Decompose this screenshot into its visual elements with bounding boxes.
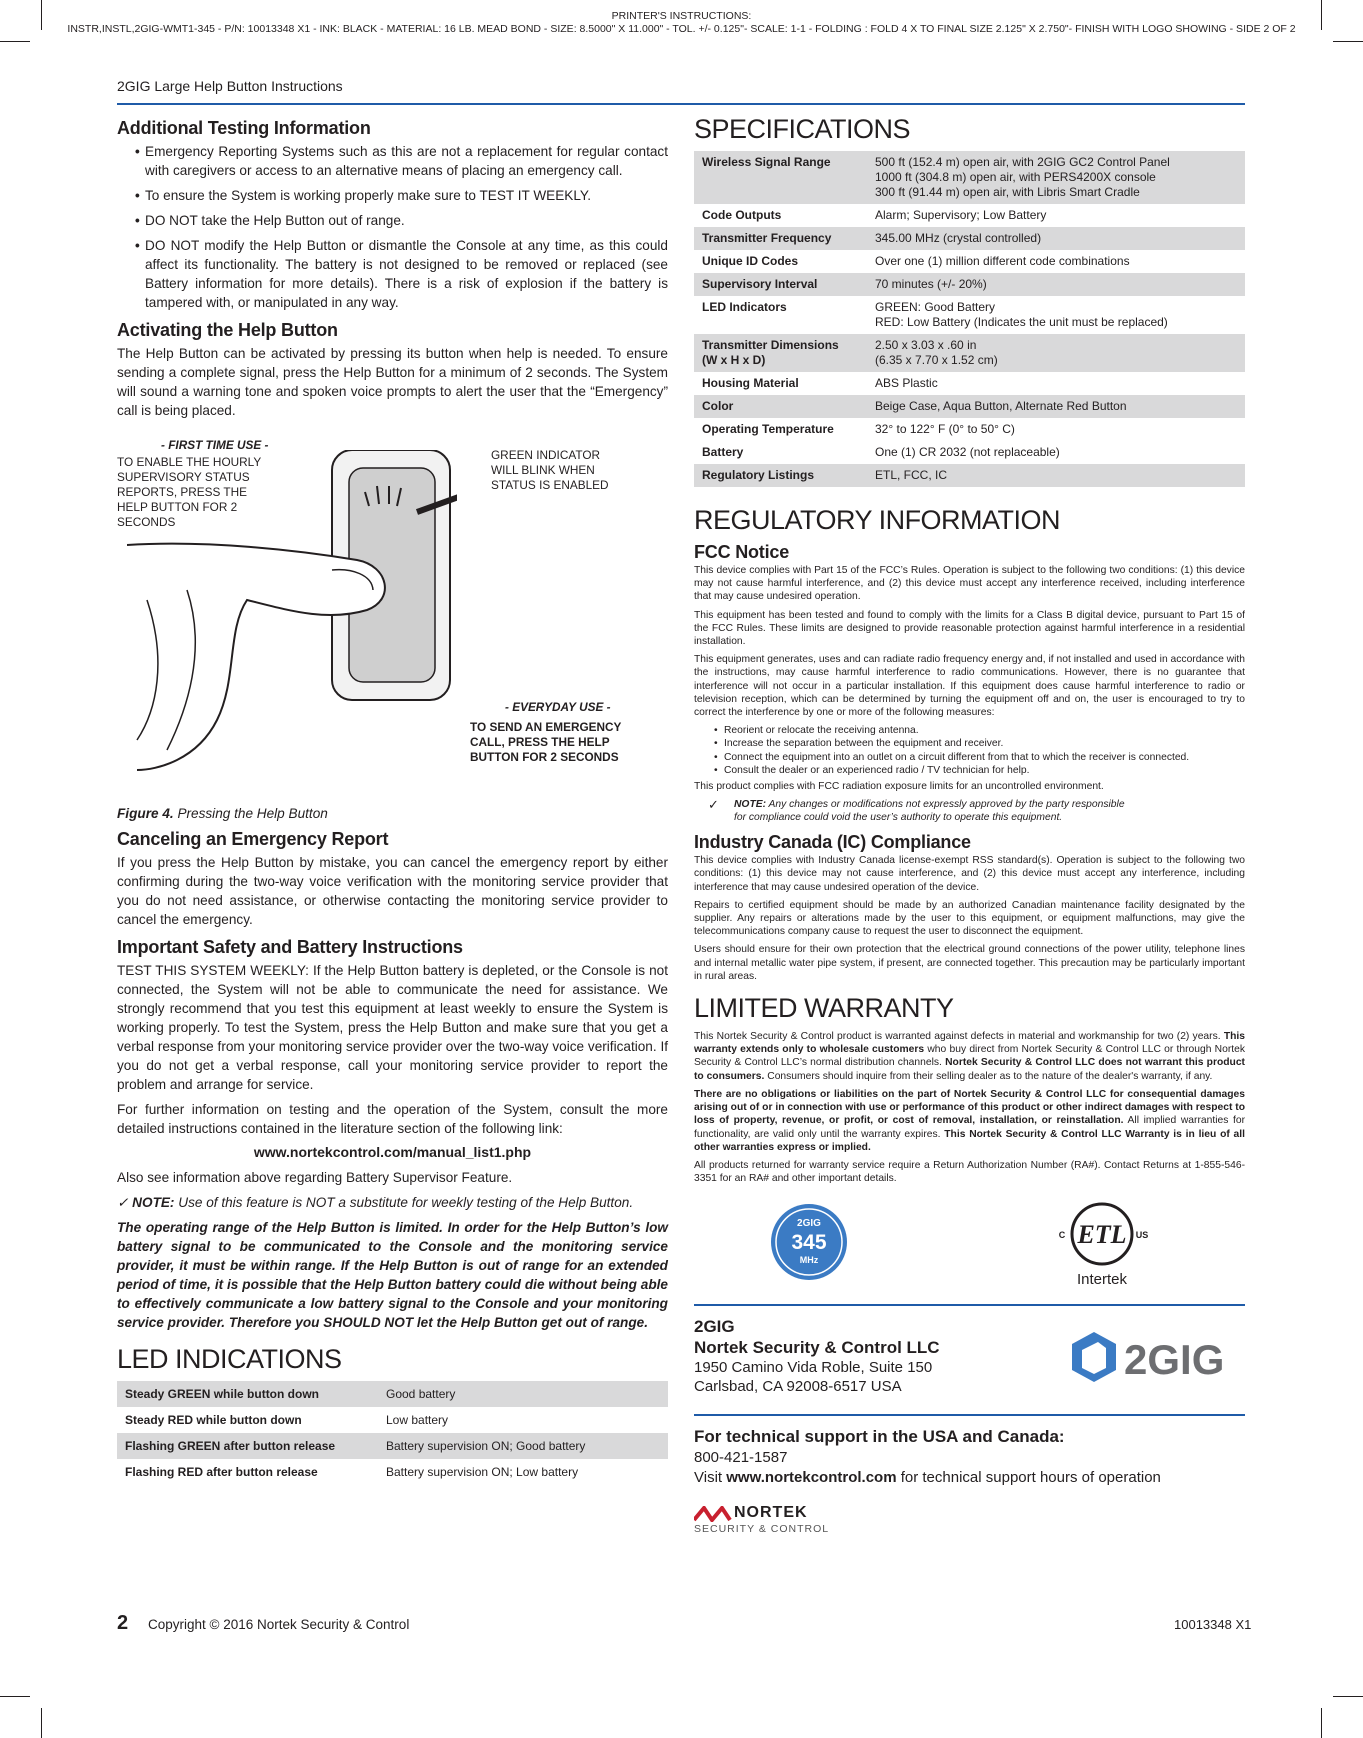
page-header: 2GIG Large Help Button Instructions (117, 78, 343, 94)
nortek-logo (694, 1504, 1245, 1544)
support-title: For technical support in the USA and Canada: (694, 1427, 1065, 1447)
table-row (694, 334, 1245, 372)
canceling-text: If you press the Help Button by mistake, you can cancel the emergency report by either confirming during the two-way voice verification with the monitoring service provider that you do not need assistance, or otherwise contacting the monitoring service provider to cancel the emergency. (117, 855, 668, 927)
spec-key-line: (W x H x D) (702, 353, 766, 367)
list-item: • Connect the equipment into an outlet on a circuit different from that to which the receiver is connected. (724, 751, 1245, 764)
2gig-logo (1064, 1324, 1239, 1388)
fcc-measures (694, 724, 1245, 777)
safety-p1: TEST THIS SYSTEM WEEKLY: If the Help Button battery is depleted, or the Console is not connected, the System will not be able to communicate the need for assistance. We strongly recommend that you test this equipment at least weekly to ensure the System is working properly. To test the System, press the Help Button and make sure that you get a verbal response from your monitoring service provider over the two-way voice verification. If you do not get a verbal response, call your monitoring service provider to report the problem and arrange for service. (117, 963, 668, 1092)
spec-value: 70 minutes (+/- 20%) (867, 273, 1245, 296)
first-time-text: TO ENABLE THE HOURLY SUPERVISORY STATUS REPORTS, PRESS THE HELP BUTTON FOR 2 SECONDS (117, 455, 262, 529)
spec-key: Code Outputs (702, 208, 782, 222)
ic-p1: This device complies with Industry Canada license-exempt RSS standard(s). Operation is subject to the following two conditions: (1) this device may not cause interference, and (2) this device must accept any interference, including interference that may cause undesired operation of the device. (694, 855, 1245, 893)
fcc-note-text: Any changes or modifications not expressly approved by the party responsible (768, 799, 1125, 811)
ic-p3: Users should ensure for their own protection that the electrical ground connections of the power utility, telephone lines and internal metallic water pipe system, if present, are connected together. This precaution may be particularly important in rural areas. (694, 944, 1245, 982)
table-row (694, 227, 1245, 250)
spec-value: Over one (1) million different code combinations (875, 254, 1130, 268)
certification-badges (694, 1190, 1245, 1300)
fcc-note-line2: for compliance could void the user’s authority to operate this equipment. (734, 812, 1063, 824)
spec-value: 32° to 122° F (0° to 50° C) (875, 422, 1015, 436)
header-rule (117, 103, 1245, 105)
led-key: Steady RED while button down (125, 1413, 302, 1427)
list-item: • Emergency Reporting Systems such as this are not a replacement for regular contact with caregivers or access to an alternative means of placing an emergency call. (145, 142, 668, 180)
spec-key: Battery (702, 445, 744, 459)
spec-value: ETL, FCC, IC (867, 464, 1245, 487)
spec-key: Transmitter Frequency (694, 227, 867, 250)
spec-key: Unique ID Codes (702, 254, 799, 268)
freq-badge-bot: MHz (799, 1255, 819, 1266)
led-table (117, 1381, 668, 1485)
table-row (694, 464, 1245, 487)
document-code: 10013348 X1 (1174, 1617, 1252, 1632)
spec-value-line: (6.35 x 7.70 x 1.52 cm) (875, 353, 998, 367)
spec-value-line: 300 ft (91.44 m) open air, with Libris Smart Cradle (875, 185, 1140, 199)
table-row (117, 1459, 668, 1485)
figure-caption (117, 806, 668, 821)
copyright: Copyright © 2016 Nortek Security & Control (148, 1617, 410, 1632)
table-row (694, 395, 1245, 418)
fcc-p3: This equipment generates, uses and can radiate radio frequency energy and, if not installed and used in accordance with the instructions, may cause harmful interference to radio communications. However, there is no guarantee that interference will not occur in a particular installation. If this equipment does cause harmful interference to radio or television reception, which can be determined by turning the equipment off and on, the user is encouraged to try to correct the interference by one or more of the following measures: (694, 654, 1245, 719)
spec-value-line: 1000 ft (304.8 m) open air, with PERS4200X console (875, 170, 1156, 184)
fcc-title: FCC Notice (694, 542, 790, 562)
support-visit (694, 1468, 1245, 1488)
spec-value: One (1) CR 2032 (not replaceable) (875, 445, 1060, 459)
support-phone: 800-421-1587 (694, 1449, 788, 1467)
range-warning: The operating range of the Help Button is limited. In order for the Help Button’s low battery signal to be communicated to the Console and the monitoring service provider, it must be within range. If the Help Button is out of range for an extended period of time, it is possible that the Help Button battery could die without being able to effectively communicate a low battery signal to the Console and your monitoring service provider. Therefore you SHOULD NOT let the Help Button get out of range. (117, 1220, 668, 1330)
safety-p3: Also see information above regarding Battery Supervisor Feature. (117, 1170, 513, 1185)
specs-table (694, 151, 1245, 487)
warranty-p2 (694, 1088, 1245, 1154)
nortek-name: NORTEK (734, 1504, 808, 1522)
crop-mark (1333, 1696, 1363, 1697)
testing-list (117, 142, 668, 312)
nortek-sub: SECURITY & CONTROL (694, 1523, 830, 1536)
safety-note (117, 1193, 668, 1212)
table-row (694, 296, 1245, 334)
safety-title: Important Safety and Battery Instructions (117, 937, 463, 957)
right-column (694, 108, 1245, 1544)
spec-key: Color (694, 395, 867, 418)
spec-key: Wireless Signal Range (694, 151, 867, 204)
warranty-text: All implied warranties for functionality, are valid only until the warranty expires. (694, 1115, 1245, 1140)
manual-link[interactable]: www.nortekcontrol.com/manual_list1.php (253, 1144, 532, 1160)
everyday-title: - EVERYDAY USE - (505, 700, 611, 714)
list-item: • DO NOT modify the Help Button or dismantle the Console at any time, as this could affect its functionality. The battery is not designed to be removed or replaced (see Battery information for more details). There is a risk of explosion if the battery is tampered with, or manipulated in any way. (145, 236, 668, 312)
warranty-bold: Nortek Security & Control LLC does not warrant this product to consumers. (694, 1057, 1245, 1082)
crop-mark (1321, 1708, 1322, 1738)
check-icon: ✓ (117, 1195, 129, 1210)
fcc-p4: This product complies with FCC radiation exposure limits for an uncontrolled environment. (694, 781, 1104, 793)
table-row (694, 250, 1245, 273)
spec-key: Housing Material (702, 376, 799, 390)
spec-value (867, 151, 1245, 204)
page-number: 2 (117, 1612, 129, 1634)
table-row (117, 1381, 668, 1407)
table-row (694, 204, 1245, 227)
etl-name: Intertek (1076, 1271, 1128, 1289)
printer-instructions (0, 10, 1363, 36)
spec-key: Regulatory Listings (694, 464, 867, 487)
figure-help-button (117, 430, 668, 800)
support-rest: for technical support hours of operation (900, 1469, 1161, 1487)
company-block (694, 1316, 1245, 1408)
warranty-bold: This Nortek Security & Control LLC Warranty is in lieu of all other warranties express or implied. (694, 1128, 1245, 1153)
left-column (117, 108, 668, 1485)
company-addr2: Carlsbad, CA 92008-6517 USA (694, 1378, 902, 1396)
first-time-title: - FIRST TIME USE - (161, 438, 269, 452)
freq-badge-mid: 345 (791, 1231, 827, 1255)
fcc-p1: This device complies with Part 15 of the FCC’s Rules. Operation is subject to the following two conditions: (1) this device may not cause harmful interference, and (2) this device must accept any interference received, including interference that may cause undesired operation. (694, 565, 1245, 603)
list-item: • Consult the dealer or an experienced radio / TV technician for help. (724, 764, 1245, 777)
list-item: • To ensure the System is working properly make sure to TEST IT WEEKLY. (145, 186, 668, 205)
warranty-bold: There are no obligations or liabilities on the part of Nortek Security & Control LLC for consequential damages arising out of or in connection with use or performance of this product or other indirect damages with respect to loss of property, revenue, or profit, or cost of removal, installation, or reinstallation. (694, 1088, 1245, 1127)
list-item: • Reorient or relocate the receiving antenna. (724, 724, 1245, 737)
crop-mark (41, 1708, 42, 1738)
printer-details: INSTR,INSTL,2GIG-WMT1-345 - P/N: 10013348 X1 - INK: BLACK - MATERIAL: 16 LB. MEAD BOND - SIZE: 8.5000" X 11.000" - TOL. +/- 0.125"- SCALE: 1-1 - FOLDING : FOLD 4 X TO FINAL SIZE 2.125" X 2.750"- FINISH WITH LOGO SHOWING - SIDE 2 OF 2 (67, 23, 1296, 35)
spec-value (867, 296, 1245, 334)
led-value: Good battery (378, 1381, 668, 1407)
warranty-text: who buy direct from Nortek Security & Control LLC or through Nortek Security & Control LLC’s normal distribution channels. (694, 1044, 1245, 1069)
freq-badge-top: 2GIG (797, 1218, 821, 1230)
warranty-p3: All products returned for warranty service require a Return Authorization Number (RA#). Contact Returns at 1-855-546-3351 for an RA# and other important details. (694, 1159, 1245, 1185)
warranty-text: This Nortek Security & Control product is warranted against defects in material and workmanship for two (2) years. (694, 1031, 1221, 1043)
everyday-text: TO SEND AN EMERGENCY CALL, PRESS THE HELP BUTTON FOR 2 SECONDS (470, 720, 622, 764)
led-value: Battery supervision ON; Good battery (378, 1433, 668, 1459)
led-key: Flashing RED after button release (125, 1465, 318, 1479)
canceling-title: Canceling an Emergency Report (117, 829, 389, 849)
spec-key (694, 334, 867, 372)
led-value: Battery supervision ON; Low battery (386, 1465, 579, 1479)
led-title: LED INDICATIONS (117, 1344, 342, 1374)
fcc-note-label: NOTE: (734, 799, 767, 811)
spec-key-line: Transmitter Dimensions (702, 338, 839, 352)
spec-value: 345.00 MHz (crystal controlled) (867, 227, 1245, 250)
crop-mark (0, 41, 30, 42)
2gig-logo-text: 2GIG (1124, 1336, 1225, 1384)
caption-label: Figure 4. (117, 806, 174, 821)
table-row (694, 372, 1245, 395)
crop-mark (1333, 41, 1363, 42)
spec-value: ABS Plastic (875, 376, 938, 390)
safety-p2: For further information on testing and the operation of the System, consult the more detailed instructions contained in the literature section of the following link: (117, 1102, 668, 1136)
spec-key: Operating Temperature (702, 422, 834, 436)
led-key: Flashing GREEN after button release (117, 1433, 378, 1459)
spec-key: LED Indicators (702, 300, 787, 314)
spec-value-line: 500 ft (152.4 m) open air, with 2GIG GC2 Control Panel (875, 155, 1170, 169)
divider (694, 1304, 1245, 1306)
etl-mark: ETL (1077, 1220, 1127, 1250)
warranty-p1 (694, 1030, 1245, 1083)
etl-badge (1052, 1196, 1152, 1292)
etl-c: C (1058, 1230, 1066, 1241)
spec-value: Beige Case, Aqua Button, Alternate Red Button (867, 395, 1245, 418)
specs-title: SPECIFICATIONS (694, 114, 911, 144)
spec-key: Supervisory Interval (694, 273, 867, 296)
note-text: Use of this feature is NOT a substitute for weekly testing of the Help Button. (178, 1195, 634, 1210)
ic-p2: Repairs to certified equipment should be made by an authorized Canadian maintenance facility designated by the supplier. Any repairs or alterations made by the user to this equipment, or equipment malfunctions, may give the telecommunications company cause to request the user to disconnect the equipment. (694, 899, 1245, 938)
testing-title: Additional Testing Information (117, 118, 371, 138)
company-brand: 2GIG (694, 1317, 735, 1337)
fcc-p2: This equipment has been tested and found to comply with the limits for a Class B digital device, pursuant to Part 15 of the FCC Rules. These limits are designed to provide reasonable protection against harmful interference in a residential installation. (694, 609, 1245, 648)
spec-value-line: GREEN: Good Battery (875, 300, 996, 314)
warranty-bold: This warranty extends only to wholesale customers (694, 1031, 1245, 1056)
fcc-note-line1 (734, 798, 1245, 811)
check-icon: ✓ (708, 797, 719, 813)
table-row (694, 273, 1245, 296)
nortek-logo-mark (694, 1506, 734, 1522)
caption-text: Pressing the Help Button (177, 806, 328, 821)
warranty-text: Consumers should inquire from their selling dealer as to the nature of the dealer's warranty, if any. (767, 1070, 1213, 1082)
etl-us: US (1135, 1230, 1149, 1241)
spec-value: Alarm; Supervisory; Low Battery (875, 208, 1047, 222)
spec-value-line: 2.50 x 3.03 x .60 in (875, 338, 977, 352)
divider (694, 1414, 1245, 1416)
activating-text: The Help Button can be activated by pressing its button when help is needed. To ensure sending a complete signal, press the Help Button for a minimum of 2 seconds. The System will sound a warning tone and spoken voice prompts to alert the user that the “Emergency” call is being placed. (117, 346, 668, 418)
table-row (694, 151, 1245, 204)
led-key: Steady GREEN while button down (117, 1381, 378, 1407)
regulatory-title: REGULATORY INFORMATION (694, 505, 1061, 535)
indicator-text: GREEN INDICATOR WILL BLINK WHEN STATUS IS ENABLED (491, 448, 609, 492)
ic-title: Industry Canada (IC) Compliance (694, 832, 971, 853)
table-row (694, 441, 1245, 464)
warranty-title: LIMITED WARRANTY (694, 993, 954, 1024)
led-value: Low battery (386, 1413, 449, 1427)
support-link[interactable]: www.nortekcontrol.com (726, 1469, 897, 1487)
note-label: NOTE: (132, 1195, 175, 1210)
crop-mark (0, 1696, 30, 1697)
table-row (694, 418, 1245, 441)
help-button-illustration (127, 450, 457, 780)
printer-title: PRINTER'S INSTRUCTIONS: (611, 10, 752, 22)
table-row (117, 1407, 668, 1433)
freq-badge (769, 1202, 849, 1282)
list-item: • Increase the separation between the equipment and receiver. (724, 737, 1245, 750)
fcc-note (694, 798, 1245, 824)
company-addr1: 1950 Camino Vida Roble, Suite 150 (694, 1359, 933, 1377)
table-row (117, 1433, 668, 1459)
support-visit-label: Visit (694, 1469, 723, 1487)
company-name: Nortek Security & Control LLC (694, 1338, 940, 1358)
activating-title: Activating the Help Button (117, 320, 338, 340)
list-item: • DO NOT take the Help Button out of range. (145, 211, 668, 230)
spec-value (867, 334, 1245, 372)
spec-value-line: RED: Low Battery (Indicates the unit must be replaced) (875, 315, 1168, 329)
